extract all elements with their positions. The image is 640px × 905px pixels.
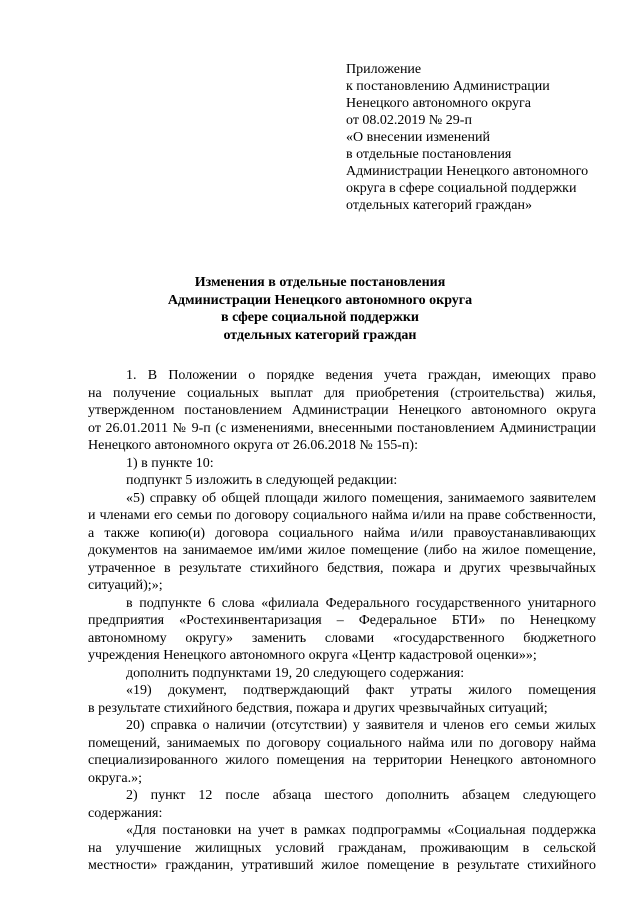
body-line: от 26.01.2011 № 9-п (с изменениями, внесенными постановлением Администрации: [88, 420, 596, 436]
body-line: предприятия «Ростехинвентаризация – Федеральное БТИ» по Ненецкому: [88, 613, 596, 628]
body-line: и членами его семьи по договору социального найма и/или на праве собственности,: [88, 508, 596, 523]
body-line: утраченное в результате стихийного бедствия, пожара и других чрезвычайных: [88, 560, 596, 576]
body-line: ситуаций);»;: [88, 578, 163, 593]
body-line: «19) документ, подтверждающий факт утраты жилого помещения: [126, 683, 596, 698]
body-line: документов на занимаемое им/ими жилое помещение (либо на жилое помещение,: [88, 543, 596, 558]
document-body: [88, 367, 596, 875]
appendix-line: Ненецкого автономного округа: [346, 96, 531, 111]
body-line: специализированного жилого помещения на территории Ненецкого автономного: [88, 753, 596, 768]
body-line: 20) справка о наличии (отсутствии) у заявителя и членов его семьи жилых: [126, 718, 596, 733]
document-title: [0, 274, 640, 344]
appendix-line: округа в сфере социальной поддержки: [346, 181, 577, 196]
body-line: местности» гражданин, утративший жилое помещение в результате стихийного: [88, 858, 596, 873]
body-line: Ненецкого автономного округа от 26.06.2018 № 155-п):: [88, 438, 418, 453]
body-line: утвержденном постановлением Администрации Ненецкого автономного округа: [88, 403, 596, 418]
appendix-line: «О внесении изменений: [346, 130, 490, 145]
appendix-line: отдельных категорий граждан»: [346, 198, 532, 213]
title-line: отдельных категорий граждан: [223, 327, 417, 343]
body-line: дополнить подпунктами 19, 20 следующего содержания:: [126, 665, 465, 681]
body-line: а также копию(и) договора социального найма и/или правоустанавливающих: [88, 525, 596, 541]
body-line: «5) справку об общей площади жилого помещения, занимаемого заявителем: [126, 490, 596, 506]
title-line: в сфере социальной поддержки: [221, 310, 419, 325]
body-line: автономному округу» заменить словами «государственного бюджетного: [88, 630, 596, 646]
title-line: Изменения в отдельные постановления: [194, 275, 446, 290]
appendix-header: [346, 61, 626, 214]
body-line: 1) в пункте 10:: [126, 455, 214, 471]
body-line: в результате стихийного бедствия, пожара и других чрезвычайных ситуаций;: [88, 700, 548, 716]
body-line: на улучшение жилищных условий гражданам, проживающим в сельской: [88, 840, 596, 856]
body-line: на получение социальных выплат для приобретения (строительства) жилья,: [88, 385, 596, 401]
body-line: помещений, занимаемых по договору социального найма или по договору найма: [88, 735, 596, 751]
body-line: «Для постановки на учет в рамках подпрограммы «Социальная поддержка: [126, 823, 596, 838]
body-line: 2) пункт 12 после абзаца шестого дополнить абзацем следующего: [126, 788, 596, 803]
appendix-line: Приложение: [346, 62, 422, 77]
body-line: округа.»;: [88, 770, 142, 786]
body-line: учреждения Ненецкого автономного округа «Центр кадастровой оценки»»;: [88, 648, 537, 663]
body-line: в подпункте 6 слова «филиала Федерального государственного унитарного: [126, 595, 596, 611]
body-line: 1. В Положении о порядке ведения учета граждан, имеющих право: [126, 368, 596, 383]
appendix-line: Администрации Ненецкого автономного: [346, 164, 589, 179]
appendix-line: от 08.02.2019 № 29-п: [346, 113, 472, 128]
appendix-line: к постановлению Администрации: [346, 79, 550, 94]
body-line: содержания:: [88, 805, 163, 821]
body-line: подпункт 5 изложить в следующей редакции:: [126, 473, 398, 488]
title-line: Администрации Ненецкого автономного округа: [167, 292, 473, 308]
appendix-line: в отдельные постановления: [346, 147, 512, 162]
